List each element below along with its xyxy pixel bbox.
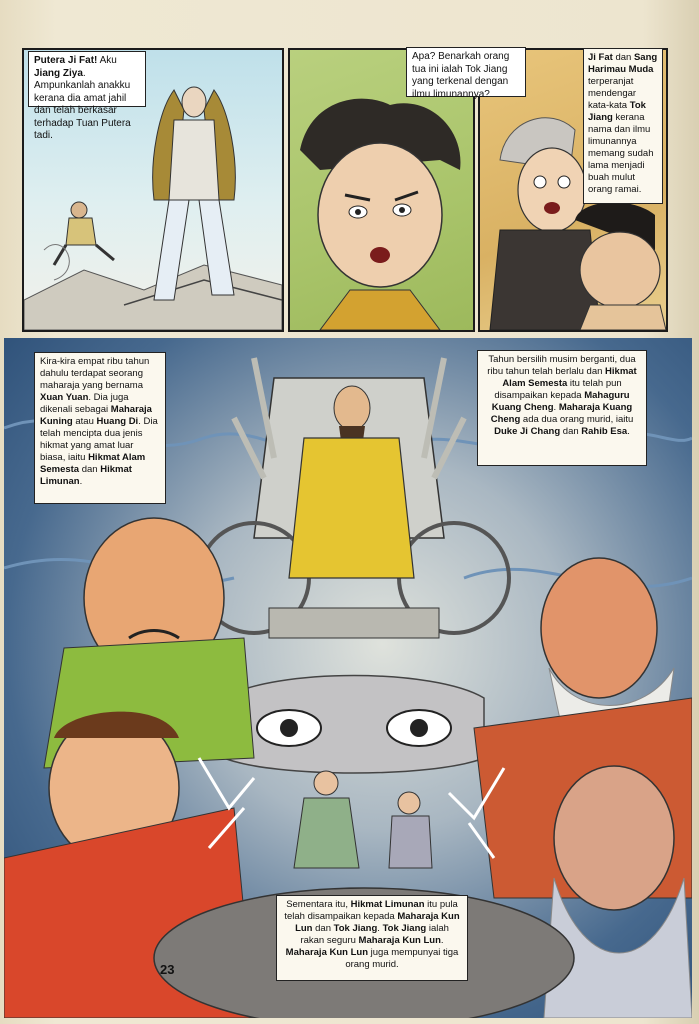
caption-left-text-4: . Dia telah mencipta dua jenis hikmat yang amat luar biasa, iaitu (40, 416, 158, 463)
caption-bottom-text-5: ialah rakan seguru (300, 923, 449, 946)
caption-panel3 (583, 48, 663, 204)
name-hikmat-limunan: Hikmat Limunan (40, 464, 132, 487)
caption3-text-a: dan (612, 52, 634, 63)
thought-balloon-text: Apa? Benarkah orang tua ini ialah Tok Jiang yang terkenal dengan ilmu limunannya? (412, 51, 510, 100)
name-hikmat-alam-semesta: Hikmat Alam Semesta (502, 366, 637, 389)
name-duke-ji-chang: Duke Ji Chang (494, 426, 561, 437)
caption3-text-c: kerana nama dan ilmu limunannya memang sudah lama menjadi buah mulut orang ramai. (588, 112, 654, 195)
page-number: 23 (160, 962, 175, 977)
thought-balloon-ji-fat (406, 47, 526, 100)
caption-bottom-text-4: . (377, 923, 383, 934)
balloon1-text-a: Aku (97, 55, 117, 66)
name-maharaja-kuang-cheng: Maharaja Kuang Cheng (490, 402, 633, 425)
name-maharaja-kuning: Maharaja Kuning (40, 404, 152, 427)
name-maharaja-kun-lun: Maharaja Kun Lun (285, 947, 369, 958)
name-tok-jiang: Tok Jiang (588, 100, 646, 123)
caption-kun-lun (276, 895, 468, 981)
caption-left-text-6: . (79, 476, 83, 487)
name-putera: Putera (34, 55, 66, 66)
name-hikmat-limunan: Hikmat Limunan (350, 899, 425, 910)
name-xuan-yuan: Xuan Yuan (40, 392, 89, 403)
name-huang-di: Huang Di (96, 416, 139, 427)
name-hikmat-alam-semesta: Hikmat Alam Semesta (40, 452, 146, 475)
name-maharaja-kun-lun: Maharaja Kun Lun (295, 911, 460, 934)
caption-left-text-2: . Dia juga dikenali sebagai (40, 392, 129, 415)
caption-left-text-5: dan (79, 464, 101, 475)
caption-kuang-cheng (477, 350, 647, 466)
caption-right-text-5: dan (560, 426, 582, 437)
name-maharaja-kun-lun: Maharaja Kun Lun (358, 935, 441, 946)
caption-right-text-2: itu telah pun disampaikan kepada (494, 378, 622, 401)
speech-balloon-jiang-ziya (28, 51, 146, 141)
caption-left-text-3: atau (72, 416, 97, 427)
caption-right-text-3: . (553, 402, 559, 413)
name-jiang-ziya: Jiang Ziya (34, 67, 83, 79)
caption-xuan-yuan (34, 352, 166, 504)
caption-bottom-text-3: dan (312, 923, 334, 934)
name-tok-jiang: Tok Jiang (333, 923, 378, 934)
balloon1-text-b: . Ampunkanlah anakku kerana dia amat jahil dan telah berkasar terhadap Tuan Putera tadi. (34, 67, 131, 141)
name-ji-fat: Ji Fat (588, 52, 613, 63)
caption-left-text-1: Kira-kira empat ribu tahun dahulu terdapat seorang maharaja yang bernama (40, 356, 150, 391)
name-tok-jiang: Tok Jiang (382, 923, 427, 934)
caption3-text-b: terperanjat mendengar kata-kata (588, 76, 637, 111)
name-ji-fat: Ji Fat! (67, 55, 98, 66)
caption-bottom-text-1: Sementara itu, (286, 899, 351, 910)
caption-bottom-text-7: juga mempunyai tiga orang murid. (345, 947, 459, 970)
caption-right-text-4: ada dua orang murid, iaitu (520, 414, 634, 425)
caption-right-text-1: Tahun bersilih musim berganti, dua ribu tahun telah berlalu dan (487, 354, 636, 377)
name-sang-harimau-muda: Sang Harimau Muda (588, 52, 658, 75)
caption-bottom-text-6: . (440, 935, 444, 946)
name-mahaguru-kuang-cheng: Mahaguru Kuang Cheng (491, 390, 630, 413)
caption-right-text-6: . (627, 426, 630, 437)
name-rahib-esa: Rahib Esa (581, 426, 628, 437)
caption-bottom-text-2: itu pula telah disampaikan kepada (284, 899, 458, 922)
